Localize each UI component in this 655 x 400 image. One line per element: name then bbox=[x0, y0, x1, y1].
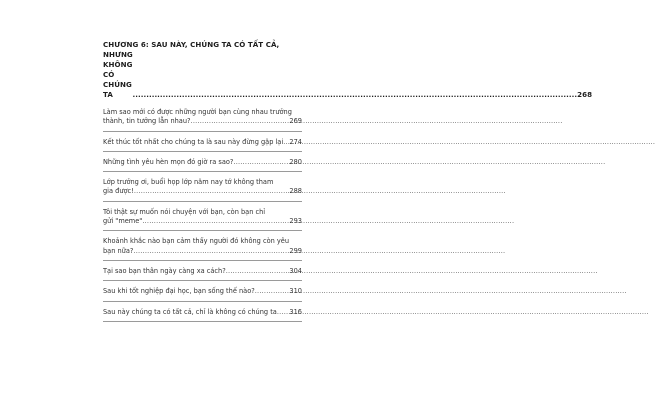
toc-page-number: 293 bbox=[289, 217, 302, 226]
chapter-title-line-2 bbox=[103, 60, 593, 100]
toc-entry-line bbox=[103, 108, 302, 117]
toc-entry-title: Lớp trưởng ơi, buổi họp lớp năm nay tớ không tham bbox=[103, 178, 274, 187]
toc-entry-last-line bbox=[103, 267, 302, 276]
toc-entry-title: Làm sao mới có được những người bạn cùng nhau trưởng bbox=[103, 108, 292, 116]
toc-leader-dots bbox=[277, 308, 290, 317]
toc-entry-title: Sau này chúng ta có tất cả, chỉ là không có chúng ta bbox=[103, 307, 277, 316]
toc-entry-last-line bbox=[103, 217, 302, 226]
toc-page-number: 310 bbox=[289, 287, 302, 296]
toc-leader-dots bbox=[191, 117, 290, 126]
toc-entry-line bbox=[103, 178, 302, 187]
toc-leader-dots bbox=[134, 187, 290, 196]
chapter-title-line-2-text: KHÔNG CÓ CHÚNG TA bbox=[103, 60, 133, 99]
toc-entry-title: Kết thúc tốt nhất cho chúng ta là sau này đừng gặp lại bbox=[103, 137, 284, 146]
toc-entry-title: Tại sao bạn thân ngày càng xa cách? bbox=[103, 266, 226, 275]
toc-entry-last-line bbox=[103, 308, 302, 317]
toc-leader-dots bbox=[233, 158, 289, 167]
toc-page-number: 280 bbox=[289, 157, 302, 166]
toc-entry-title: Khoảnh khắc nào bạn cảm thấy người đó không còn yêu bbox=[103, 237, 290, 246]
toc-entry-title: Tôi thật sự muốn nói chuyện với bạn, còn bạn chỉ bbox=[103, 207, 266, 216]
toc-entry bbox=[103, 285, 302, 301]
toc-list bbox=[103, 106, 302, 322]
toc-entry bbox=[103, 235, 302, 261]
chapter-page-number: 268 bbox=[577, 90, 593, 99]
toc-entry-last-line bbox=[103, 187, 302, 196]
toc-entry bbox=[103, 136, 302, 152]
toc-entry-title: Những tình yêu hèn mọn đó giờ ra sao? bbox=[103, 157, 234, 166]
toc-entry bbox=[103, 106, 302, 132]
toc-entry-line bbox=[103, 237, 302, 246]
toc-page-number: 316 bbox=[289, 307, 302, 316]
toc-page-number: 269 bbox=[289, 117, 302, 126]
toc-entry bbox=[103, 206, 302, 232]
chapter-title-line-1: CHƯƠNG 6: SAU NÀY, CHÚNG TA CÓ TẤT CẢ, NHƯNG bbox=[103, 40, 280, 59]
toc-entry-last-line bbox=[103, 138, 302, 147]
toc-page-number: 299 bbox=[289, 246, 302, 255]
toc-leader-dots bbox=[133, 247, 289, 256]
toc-page-number: 274 bbox=[289, 137, 302, 146]
table-of-contents bbox=[103, 40, 593, 322]
toc-entry-last-line bbox=[103, 247, 302, 256]
toc-entry-last-line bbox=[103, 117, 302, 126]
toc-leader-dots bbox=[226, 267, 290, 276]
toc-entry bbox=[103, 306, 302, 322]
toc-entry-title: thành, tin tưởng lẫn nhau? bbox=[103, 117, 191, 126]
toc-leader-dots bbox=[255, 287, 290, 296]
toc-page-number: 304 bbox=[289, 266, 302, 275]
toc-entry-last-line bbox=[103, 287, 302, 296]
toc-leader-dots bbox=[142, 217, 289, 226]
toc-entry-title: Sau khi tốt nghiệp đại học, bạn sống thế nào? bbox=[103, 287, 255, 296]
toc-entry-last-line bbox=[103, 158, 302, 167]
toc-entry-title: gia được! bbox=[103, 187, 134, 196]
chapter-heading bbox=[103, 40, 593, 100]
toc-entry-line bbox=[103, 208, 302, 217]
toc-entry bbox=[103, 265, 302, 281]
chapter-leader-dots bbox=[132, 90, 577, 100]
toc-page-number: 288 bbox=[289, 187, 302, 196]
toc-entry bbox=[103, 156, 302, 172]
toc-entry-title: bạn nữa? bbox=[103, 246, 134, 255]
toc-entry-title: gửi "meme" bbox=[103, 217, 143, 226]
toc-entry bbox=[103, 176, 302, 202]
